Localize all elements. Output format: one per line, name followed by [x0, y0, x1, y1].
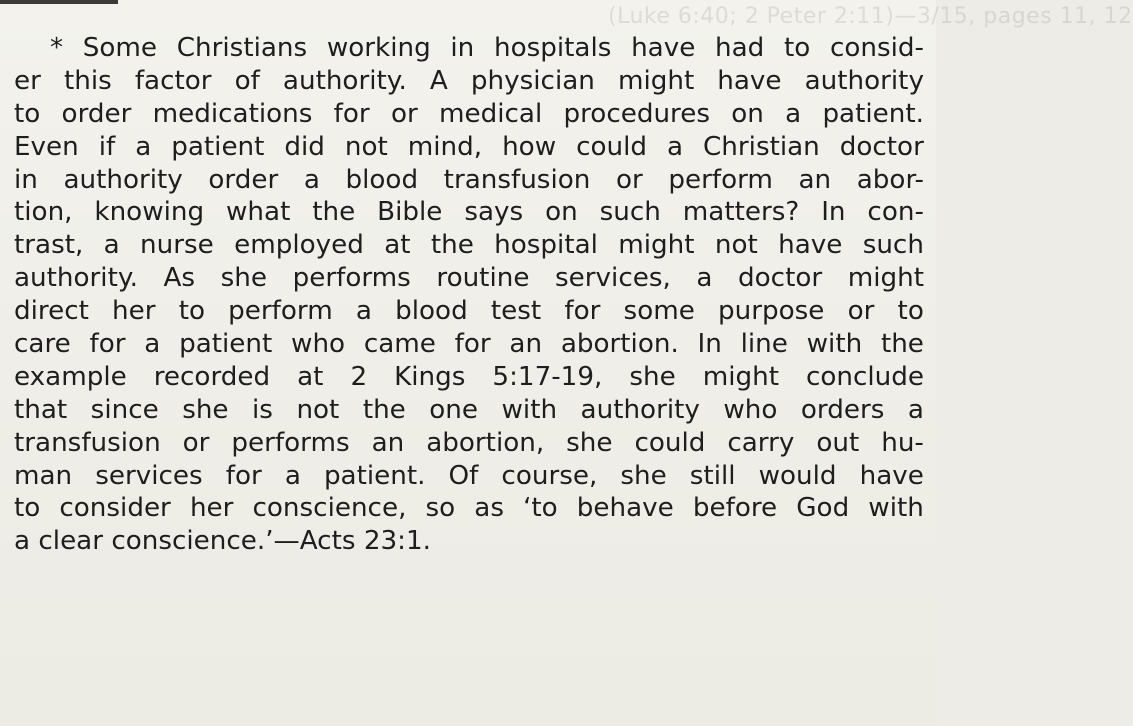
footnote-word: who	[291, 329, 346, 360]
footnote-line-7	[14, 229, 924, 262]
footnote-line-6	[14, 196, 924, 229]
footnote-word: did	[284, 131, 325, 162]
footnote-word: routine	[436, 263, 530, 294]
footnote-word: to	[14, 98, 41, 129]
footnote-line-4	[14, 131, 924, 164]
footnote-word: would	[758, 460, 837, 491]
footnote-word: Of	[448, 460, 479, 491]
footnote-word: at	[384, 230, 411, 261]
footnote-word: for	[333, 98, 370, 129]
footnote-word: perform	[668, 164, 773, 195]
footnote-word: at	[297, 361, 324, 392]
footnote-word: tion,	[14, 197, 73, 228]
footnote-word: medical	[438, 98, 543, 129]
footnote-word: how	[502, 131, 557, 162]
footnote-word: clear	[38, 526, 103, 557]
footnote-word: behave	[576, 493, 674, 524]
footnote-word: or	[847, 296, 875, 327]
footnote-word: the	[362, 394, 406, 425]
footnote-word: conclude	[805, 361, 924, 392]
footnote-word: to	[14, 493, 41, 524]
footnote-word: patient	[171, 131, 265, 162]
footnote-word: factor	[134, 65, 212, 96]
footnote-word: hospital	[494, 230, 598, 261]
footnote-word: mind,	[407, 131, 483, 162]
footnote-word: not	[296, 394, 340, 425]
footnote-word: came	[363, 329, 436, 360]
footnote-word: if	[98, 131, 116, 162]
footnote-line-8	[14, 262, 924, 295]
footnote-word: procedures	[563, 98, 710, 129]
footnote-word: have	[778, 230, 843, 261]
footnote-word: says	[464, 197, 524, 228]
footnote-word: before	[692, 493, 778, 524]
footnote-word: out	[816, 427, 860, 458]
footnote-word: consid-	[829, 33, 924, 63]
footnote-word: Kings	[394, 361, 466, 392]
footnote-word: in	[14, 164, 38, 195]
footnote-line-1	[14, 32, 924, 65]
footnote-line-12	[14, 394, 924, 427]
footnote-word: medications	[152, 98, 313, 129]
footnote-word: abortion.	[560, 329, 679, 360]
footnote-word: still	[689, 460, 736, 491]
footnote-word: to	[783, 33, 811, 63]
footnote-word: a	[14, 526, 31, 557]
footnote-word: doctor	[738, 263, 823, 294]
footnote-line-13	[14, 427, 924, 460]
footnote-word: of	[234, 65, 260, 96]
footnote-word: blood	[345, 164, 419, 195]
footnote-word: have	[631, 33, 696, 63]
footnote-word: her	[189, 493, 234, 524]
footnote-word: physician	[470, 65, 595, 96]
footnote-word: an	[509, 329, 543, 360]
footnote-word: consider	[59, 493, 171, 524]
footnote-word: that	[14, 394, 68, 425]
footnote-word: care	[14, 329, 71, 360]
footnote-word: performs	[292, 263, 411, 294]
footnote-word: 5:17-19,	[492, 361, 603, 392]
footnote	[14, 32, 924, 558]
footnote-word: In	[821, 197, 846, 228]
footnote-word: a	[135, 131, 152, 162]
footnote-word: for	[225, 460, 262, 491]
footnote-word: matters?	[682, 197, 800, 228]
footnote-line-15	[14, 492, 924, 525]
footnote-word: could	[576, 131, 648, 162]
footnote-word: a	[355, 296, 372, 327]
footnote-word: a	[144, 329, 161, 360]
footnote-word: test	[490, 296, 542, 327]
footnote-word: she	[182, 394, 229, 425]
footnote-line-2	[14, 65, 924, 98]
footnote-word: such	[862, 230, 924, 261]
footnote-word: *	[50, 33, 64, 63]
footnote-word: Even	[14, 131, 79, 162]
footnote-word: Christians	[176, 33, 308, 63]
footnote-word: services,	[555, 263, 671, 294]
footnote-word: not	[714, 230, 758, 261]
footnote-word: a	[696, 263, 713, 294]
footnote-word: 23:1.	[363, 526, 431, 557]
faint-header-text: (Luke 6:40; 2 Peter 2:11)—3/15, pages 11, 12	[608, 4, 1133, 29]
footnote-word: with	[501, 394, 558, 425]
footnote-word: In	[697, 329, 722, 360]
footnote-word: line	[740, 329, 788, 360]
footnote-word: patient.	[323, 460, 426, 491]
footnote-word: Christian	[703, 131, 820, 162]
footnote-word: might	[847, 263, 924, 294]
footnote-word: purpose	[718, 296, 825, 327]
footnote-line-9	[14, 295, 924, 328]
footnote-word: in	[450, 33, 475, 63]
footnote-word: for	[454, 329, 491, 360]
footnote-word: performs	[231, 427, 350, 458]
footnote-word: perform	[228, 296, 333, 327]
footnote-word: 2	[350, 361, 368, 392]
footnote-word: employed	[234, 230, 364, 261]
footnote-word: services	[95, 460, 203, 491]
footnote-word: or	[615, 164, 643, 195]
footnote-word: direct	[14, 296, 89, 327]
footnote-word: what	[226, 197, 291, 228]
footnote-word: who	[723, 394, 778, 425]
footnote-word: trast,	[14, 230, 84, 261]
footnote-word: a	[103, 230, 120, 261]
footnote-word: patient	[179, 329, 273, 360]
footnote-word: since	[90, 394, 159, 425]
footnote-word: she	[220, 263, 268, 294]
footnote-separator-rule	[0, 0, 118, 4]
footnote-word: doctor	[839, 131, 924, 162]
footnote-word: er	[14, 65, 41, 96]
footnote-line-16	[14, 525, 924, 558]
footnote-word: a	[284, 460, 301, 491]
footnote-word: have	[717, 65, 782, 96]
footnote-word: authority	[804, 65, 924, 96]
footnote-word: she	[566, 427, 613, 458]
footnote-word: with	[868, 493, 924, 524]
footnote-word: Some	[82, 33, 158, 63]
footnote-word: she	[629, 361, 676, 392]
footnote-line-5	[14, 164, 924, 197]
footnote-word: nurse	[140, 230, 214, 261]
footnote-word: on	[731, 98, 764, 129]
footnote-line-14	[14, 460, 924, 493]
footnote-word: a	[907, 394, 924, 425]
footnote-word: might	[618, 230, 695, 261]
footnote-word: might	[702, 361, 779, 392]
footnote-word: the	[312, 197, 356, 228]
footnote-word: or	[390, 98, 418, 129]
footnote-word: ‘to	[523, 493, 558, 524]
footnote-word: patient.	[822, 98, 924, 129]
footnote-word: authority	[580, 394, 700, 425]
footnote-word: transfusion	[443, 164, 591, 195]
footnote-word: order	[208, 164, 279, 195]
footnote-word: the	[430, 230, 474, 261]
footnote-word: this	[63, 65, 112, 96]
footnote-word: could	[634, 427, 706, 458]
footnote-word: knowing	[94, 197, 205, 228]
footnote-word: some	[623, 296, 695, 327]
footnote-word: abor-	[856, 164, 924, 195]
footnote-word: hu-	[881, 427, 924, 458]
footnote-word: for	[564, 296, 601, 327]
footnote-word: she	[620, 460, 667, 491]
footnote-word: not	[344, 131, 388, 162]
footnote-word: to	[178, 296, 205, 327]
footnote-word: man	[14, 460, 73, 491]
footnote-word: with	[806, 329, 863, 360]
footnote-word: an	[371, 427, 405, 458]
footnote-word: example	[14, 361, 127, 392]
footnote-word: working	[326, 33, 431, 63]
footnote-word: a	[785, 98, 802, 129]
footnote-word: her	[112, 296, 156, 327]
footnote-word: authority.	[282, 65, 407, 96]
footnote-word: for	[89, 329, 126, 360]
footnote-word: a	[666, 131, 684, 162]
footnote-word: on	[545, 197, 578, 228]
footnote-word: or	[182, 427, 210, 458]
footnote-word: transfusion	[14, 427, 161, 458]
footnote-word: conscience.’—Acts	[111, 526, 356, 557]
footnote-word: one	[429, 394, 479, 425]
footnote-word: blood	[395, 296, 468, 327]
footnote-word: is	[252, 394, 273, 425]
footnote-word: A	[429, 65, 448, 96]
footnote-word: as	[474, 493, 504, 524]
footnote-word: had	[715, 33, 765, 63]
footnote-word: God	[796, 493, 850, 524]
footnote-word: order	[61, 98, 132, 129]
footnote-word: a	[303, 164, 320, 195]
footnote-line-3	[14, 98, 924, 131]
footnote-word: to	[897, 296, 924, 327]
footnote-word: orders	[800, 394, 885, 425]
footnote-word: the	[880, 329, 924, 360]
footnote-word: carry	[727, 427, 795, 458]
footnote-word: such	[599, 197, 661, 228]
footnote-word: Bible	[377, 197, 443, 228]
footnote-word: authority.	[14, 263, 138, 294]
footnote-word: course,	[501, 460, 598, 491]
footnote-word: recorded	[153, 361, 271, 392]
footnote-word: have	[859, 460, 924, 491]
footnote-word: authority	[63, 164, 183, 195]
footnote-word: abortion,	[426, 427, 545, 458]
footnote-line-11	[14, 361, 924, 394]
footnote-line-10	[14, 328, 924, 361]
footnote-word: con-	[867, 197, 924, 228]
footnote-word: so	[425, 493, 456, 524]
footnote-word: hospitals	[493, 33, 612, 63]
footnote-word: an	[798, 164, 832, 195]
footnote-word: As	[163, 263, 196, 294]
footnote-word: might	[617, 65, 695, 96]
footnote-word: conscience,	[252, 493, 407, 524]
